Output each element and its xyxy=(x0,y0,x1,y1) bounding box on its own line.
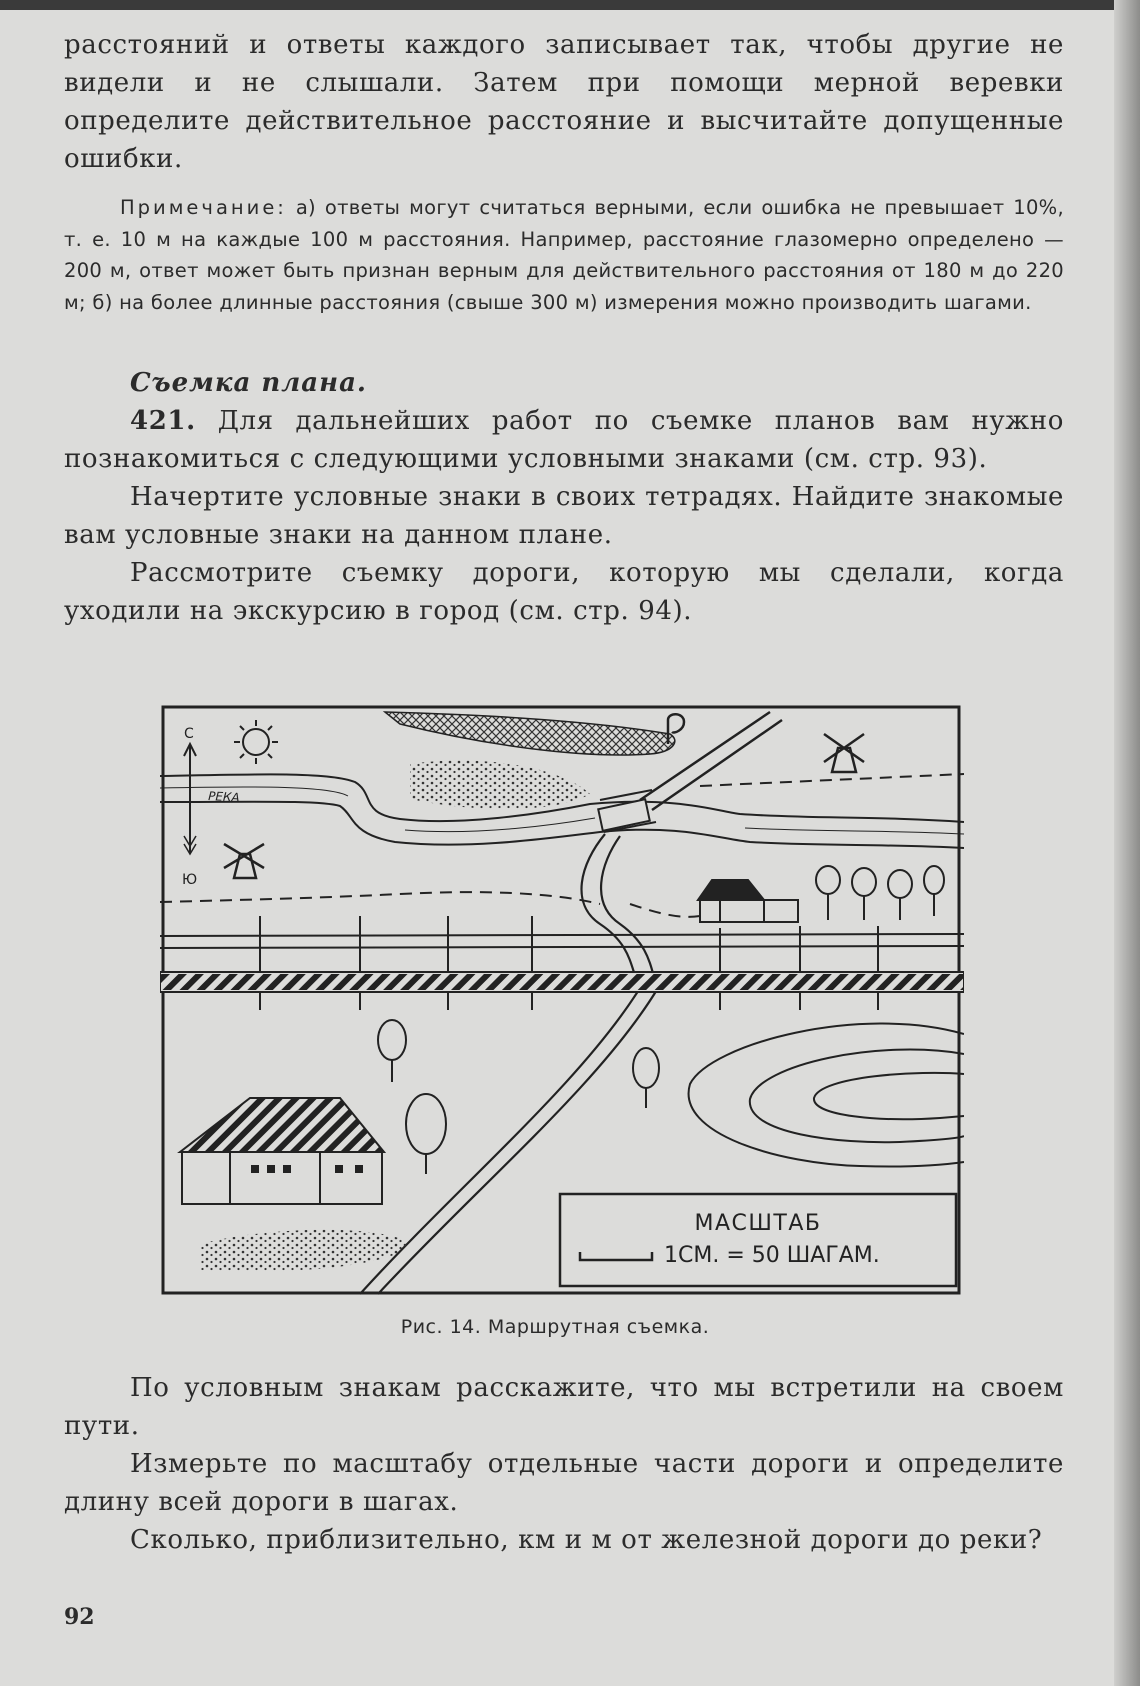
exercise-para2: Начертите условные знаки в своих тетрадях. Найдите знакомые вам условные знаки на данном плане. xyxy=(64,482,1064,550)
scale-value: 1СМ. = 50 ШАГАМ. xyxy=(664,1243,880,1268)
river-label: РЕКА xyxy=(207,789,241,805)
road-middle xyxy=(581,834,656,984)
page-right-edge xyxy=(1114,0,1140,1686)
paragraph-intro: расстояний и ответы каждого записывает так, чтобы другие не видели и не слышали. Затем при помощи мерной веревки определите действительное расстояние и высчитайте допущенные ошибки. xyxy=(64,30,1064,174)
telegraph-line xyxy=(160,916,964,1010)
sun-icon xyxy=(234,720,278,764)
note-text: а) ответы могут считаться верными, если ошибка не превышает 10%, т. е. 10 м на каждые 100 м расстояния. Например, расстояние глазомерно определено — 200 м, ответ может быть признан верным для действительного расстояния от 180 м до 220 м; б) на более длинные расстояния (свыше 300 м) измерения можно производить шагами. xyxy=(64,196,1064,314)
page-body-lower xyxy=(64,1369,1064,1559)
section-heading: Съемка плана. xyxy=(130,368,367,398)
page-body xyxy=(64,26,1064,630)
figure-route-survey xyxy=(160,704,964,1298)
sand-area-top xyxy=(410,761,590,809)
paragraph-question-1: По условным знакам расскажите, что мы встретили на своем пути. xyxy=(64,1373,1064,1441)
footpath-left xyxy=(160,892,600,904)
compass-arrow xyxy=(182,726,197,888)
farmhouse-left xyxy=(180,1098,384,1204)
road-north xyxy=(640,712,782,810)
exercise-text: Для дальнейших работ по съемке планов вам нужно познакомиться с следующими условными знаками (см. стр. 93). xyxy=(64,406,1064,474)
footpath-top xyxy=(700,774,964,786)
figure-caption: Рис. 14. Маршрутная съемка. xyxy=(400,1316,710,1338)
page-top-edge xyxy=(0,0,1140,10)
windmill-icon-left xyxy=(224,844,264,878)
south-label: Ю xyxy=(182,872,198,888)
farmhouse-right xyxy=(698,880,798,922)
exercise-421 xyxy=(64,402,1064,478)
sand-area-bottom xyxy=(200,1230,410,1272)
paragraph-question-2: Измерьте по масштабу отдельные части дороги и определите длину всей дороги в шагах. xyxy=(64,1449,1064,1517)
railway xyxy=(160,972,964,992)
note-label: Примечание: xyxy=(120,196,287,219)
scale-box xyxy=(560,1194,956,1286)
north-label: С xyxy=(184,726,194,742)
footpath-right xyxy=(630,904,700,917)
note xyxy=(64,192,1064,318)
marsh-area xyxy=(385,712,675,755)
windmill-icon-right xyxy=(824,734,864,772)
page-number: 92 xyxy=(64,1604,95,1630)
exercise-number: 421. xyxy=(130,406,196,436)
figure-drawing xyxy=(160,704,964,1298)
orchard-right xyxy=(816,866,944,920)
hill-contours xyxy=(689,1024,964,1167)
paragraph-question-3: Сколько, приблизительно, км и м от железной дороги до реки? xyxy=(130,1525,1043,1555)
exercise-para3: Рассмотрите съемку дороги, которую мы сделали, когда уходили на экскурсию в город (см. стр. 94). xyxy=(64,558,1064,626)
scale-title: МАСШТАБ xyxy=(694,1211,822,1236)
